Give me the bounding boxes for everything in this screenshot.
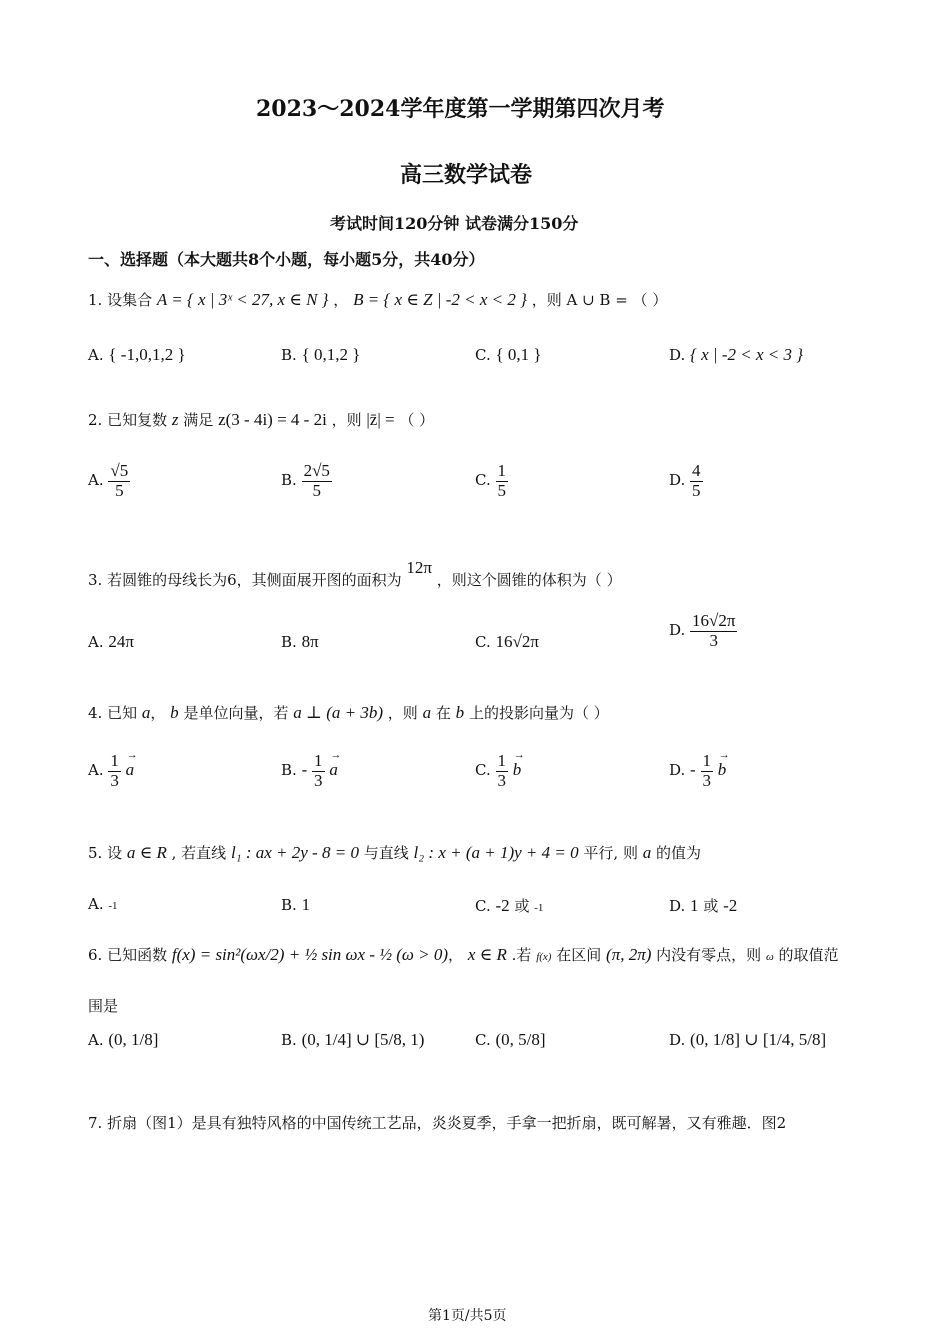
- q4-option-a-label: A.: [88, 761, 104, 780]
- q4-vector-b: b: [170, 703, 179, 722]
- q2-b-numerator: 2√5: [303, 461, 330, 480]
- q4-tail: 上的投影向量为（ ）: [468, 704, 609, 722]
- q3-option-d-label: D.: [669, 621, 686, 640]
- q5-option-c[interactable]: [475, 895, 543, 916]
- exam-subtitle: 高三数学试卷: [400, 162, 533, 188]
- q4-d-fraction: [701, 752, 714, 790]
- q3-area: 12π: [406, 558, 433, 577]
- q1-option-c[interactable]: [475, 345, 542, 365]
- q6-mid: .若: [511, 946, 532, 964]
- q6-option-b[interactable]: [281, 1030, 424, 1050]
- q2-a-numerator: √5: [110, 461, 129, 480]
- q4-c-vector: → b: [513, 760, 522, 780]
- q2-b-denominator: 5: [312, 480, 321, 500]
- q4-b-neg: -: [301, 760, 308, 780]
- q1-option-d[interactable]: [669, 345, 803, 365]
- q5-tail: 平行, 则: [583, 844, 638, 862]
- q4-option-c-label: C.: [475, 761, 491, 780]
- q6-option-c-label: C.: [475, 1031, 491, 1049]
- q1-prefix: 1. 设集合: [88, 291, 153, 309]
- q6-option-b-label: B.: [281, 1031, 297, 1049]
- q4-b-numerator: 1: [314, 751, 323, 770]
- q1-option-c-label: C.: [475, 346, 491, 364]
- q2-option-d[interactable]: [669, 462, 703, 500]
- q2-abs: |z̄| =: [366, 410, 395, 429]
- q6-option-d-value: (0, 1/8] ∪ [1/4, 5/8]: [690, 1030, 827, 1049]
- q5-option-a[interactable]: [88, 895, 118, 913]
- q3-option-d[interactable]: [669, 612, 737, 650]
- q4-on: 在: [435, 704, 451, 722]
- q1-set-a: A = { x | 3ˣ < 27, x ∈ N }: [156, 290, 329, 309]
- q2-c-denominator: 5: [497, 480, 506, 500]
- q2-option-a[interactable]: [88, 462, 130, 500]
- q2-option-a-fraction: [108, 462, 130, 500]
- q4-vector-b-2: b: [455, 703, 465, 722]
- q4-d-numerator: 1: [702, 751, 711, 770]
- q4-unit-text: 是单位向量，若: [183, 704, 289, 722]
- q2-prefix: 2. 已知复数: [88, 411, 168, 429]
- q4-b-fraction: [312, 752, 325, 790]
- q3-option-a-value: 24π: [108, 632, 134, 651]
- q2-then: ，则: [331, 411, 362, 429]
- q6-option-a-value: (0, 1/8]: [108, 1030, 159, 1049]
- q1-option-a-value: { -1,0,1,2 }: [108, 345, 186, 364]
- q6-option-c[interactable]: [475, 1030, 546, 1050]
- q5-var-a: a: [642, 843, 652, 862]
- q6-tail: 内没有零点，则: [656, 946, 762, 964]
- q5-option-d-label: D.: [669, 897, 686, 915]
- exam-info: 考试时间120分钟 试卷满分150分: [330, 214, 579, 233]
- q5-option-c-value1: -2: [495, 896, 510, 915]
- q5-option-b[interactable]: [281, 895, 310, 915]
- q5-option-a-label: A.: [88, 895, 104, 913]
- q1-option-d-label: D.: [669, 346, 686, 364]
- question-1: 1. 设集合 A = { x | 3ˣ < 27, x ∈ N } ， B = { x ∈ Z | -2 < x < 2 } ，则 A ∪ B = （ ）: [88, 290, 668, 309]
- q6-function: f(x) = sin²(ωx/2) + ½ sin ωx - ½ (ω > 0): [171, 945, 449, 964]
- q6-fx: f(x): [536, 951, 552, 963]
- q2-option-c[interactable]: [475, 462, 508, 500]
- q2-option-b[interactable]: [281, 462, 332, 500]
- q2-a-denominator: 5: [115, 480, 124, 500]
- q1-option-b-value: { 0,1,2 }: [301, 345, 361, 364]
- q6-omega: ω: [765, 951, 774, 963]
- q5-mid1: , 若直线: [171, 844, 227, 862]
- q6-line-2: 围是: [88, 997, 119, 1015]
- question-4: 4. 已知 a， b 是单位向量，若 a ⊥ (a + 3b) ，则 a 在 b 上的投影向量为（ ）: [88, 703, 609, 722]
- q4-option-c[interactable]: [475, 752, 521, 790]
- q2-c-numerator: 1: [497, 461, 506, 480]
- question-7: 7. 折扇（图1）是具有独特风格的中国传统工艺品，炎炎夏季，手拿一把折扇，既可解暑，又有雅趣．图2: [88, 1114, 787, 1132]
- q5-option-b-label: B.: [281, 896, 297, 914]
- q6-option-a-label: A.: [88, 1031, 104, 1049]
- q6-prefix: 6. 已知函数: [88, 946, 168, 964]
- q6-option-d[interactable]: [669, 1030, 826, 1050]
- q4-option-b-label: B.: [281, 761, 297, 780]
- q3-option-c-label: C.: [475, 633, 491, 651]
- q1-set-b: B = { x ∈ Z | -2 < x < 2 }: [353, 290, 527, 309]
- q6-option-d-label: D.: [669, 1031, 686, 1049]
- q2-option-d-fraction: [690, 462, 703, 500]
- q4-option-a[interactable]: [88, 752, 134, 790]
- q5-line-1: l₁ : ax + 2y - 8 = 0: [230, 843, 359, 862]
- q5-option-d-value1: 1: [690, 896, 699, 915]
- q1-option-d-value: { x | -2 < x < 3 }: [690, 345, 804, 364]
- q6-tail2: 的取值范: [778, 946, 839, 964]
- q4-vector-a-2: a: [422, 703, 432, 722]
- q1-suffix: ，则 A ∪ B = （ ）: [531, 291, 668, 309]
- exam-title: 2023～2024学年度第一学期第四次月考: [256, 96, 665, 122]
- q2-option-a-label: A.: [88, 471, 104, 490]
- q6-option-a[interactable]: [88, 1030, 158, 1050]
- q4-d-denominator: 3: [702, 770, 711, 790]
- q5-option-d-value2: -2: [723, 896, 738, 915]
- q4-a-vector: → a: [126, 760, 135, 780]
- q2-equation: z(3 - 4i) = 4 - 2i: [218, 410, 327, 429]
- q5-condition: a ∈ R: [126, 843, 167, 862]
- q5-option-c-or: 或: [514, 897, 530, 915]
- q3-option-b-label: B.: [281, 633, 297, 651]
- q5-option-a-value: -1: [108, 900, 118, 912]
- q3-d-numerator: 16√2π: [692, 611, 736, 630]
- q6-option-c-value: (0, 5/8]: [495, 1030, 546, 1049]
- q5-option-c-value2: -1: [534, 902, 544, 914]
- page-footer: 第1页/共5页: [428, 1308, 507, 1324]
- q4-condition: a ⊥ (a + 3b): [293, 703, 384, 722]
- q3-suffix: ，则这个圆锥的体积为（ ）: [436, 571, 622, 589]
- q2-option-c-label: C.: [475, 471, 491, 490]
- q2-var: z: [171, 410, 179, 429]
- q3-option-b-value: 8π: [301, 632, 319, 651]
- q2-mid: 满足: [183, 411, 214, 429]
- q3-option-a-label: A.: [88, 633, 104, 651]
- q4-option-d-label: D.: [669, 761, 686, 780]
- q5-option-b-value: 1: [301, 895, 311, 914]
- q1-option-b[interactable]: [281, 345, 360, 365]
- q4-c-fraction: [496, 752, 509, 790]
- question-3: [88, 548, 622, 600]
- q5-option-d[interactable]: [669, 895, 737, 916]
- q2-d-numerator: 4: [692, 461, 701, 480]
- q1-option-a[interactable]: [88, 345, 186, 365]
- q4-b-vector: → a: [329, 760, 338, 780]
- q3-option-d-fraction: [690, 612, 737, 650]
- q1-option-b-label: B.: [281, 346, 297, 364]
- q1-option-c-value: { 0,1 }: [495, 345, 542, 364]
- q4-d-vector: → b: [718, 760, 727, 780]
- q4-then: ，则: [387, 704, 418, 722]
- q4-prefix: 4. 已知: [88, 704, 138, 722]
- q6-condition: x ∈ R: [467, 945, 507, 964]
- q5-prefix: 5. 设: [88, 844, 123, 862]
- q4-option-d[interactable]: [669, 752, 726, 790]
- q3-text: 3. 若圆锥的母线长为6，其侧面展开图的面积为: [88, 571, 402, 589]
- question-2: [88, 405, 434, 435]
- q6-interval: (π, 2π): [606, 945, 652, 964]
- q6-interval-text: 在区间: [556, 946, 602, 964]
- q4-d-neg: -: [690, 760, 696, 780]
- q3-option-c-value: 16√2π: [495, 632, 539, 651]
- q3-option-b[interactable]: [281, 632, 319, 652]
- question-6: 6. 已知函数 f(x) = sin²(ωx/2) + ½ sin ωx - ½ (ω > 0)， x ∈ R .若 f(x) 在区间 (π, 2π) 内没有零点，则 ω 的取值范: [88, 945, 839, 964]
- q2-paren: （ ）: [399, 411, 435, 429]
- q5-line-2: l₂ : x + (a + 1)y + 4 = 0: [413, 843, 579, 862]
- q5-option-c-label: C.: [475, 897, 491, 915]
- q4-c-denominator: 3: [497, 770, 506, 790]
- q4-a-fraction: [108, 752, 121, 790]
- section-heading: 一、选择题（本大题共8个小题，每小题5分，共40分）: [88, 250, 485, 269]
- q2-d-denominator: 5: [692, 480, 701, 500]
- q4-vector-a: a: [141, 703, 151, 722]
- q4-b-denominator: 3: [314, 770, 323, 790]
- q5-option-d-or: 或: [703, 897, 719, 915]
- q1-option-a-label: A.: [88, 346, 104, 364]
- q2-option-b-fraction: [302, 462, 332, 500]
- q4-option-b[interactable]: [281, 752, 338, 790]
- q5-mid2: 与直线: [363, 844, 409, 862]
- q2-option-c-fraction: [496, 462, 509, 500]
- q3-d-denominator: 3: [709, 630, 718, 650]
- q5-tail2: 的值为: [656, 844, 702, 862]
- q3-option-c[interactable]: [475, 632, 539, 652]
- question-5: [88, 838, 701, 868]
- q3-option-a[interactable]: [88, 632, 134, 652]
- q6-option-b-value: (0, 1/4] ∪ [5/8, 1): [301, 1030, 425, 1049]
- q4-a-denominator: 3: [110, 770, 119, 790]
- q2-option-b-label: B.: [281, 471, 297, 490]
- q2-option-d-label: D.: [669, 471, 686, 490]
- q4-c-numerator: 1: [497, 751, 506, 770]
- q4-a-numerator: 1: [110, 751, 119, 770]
